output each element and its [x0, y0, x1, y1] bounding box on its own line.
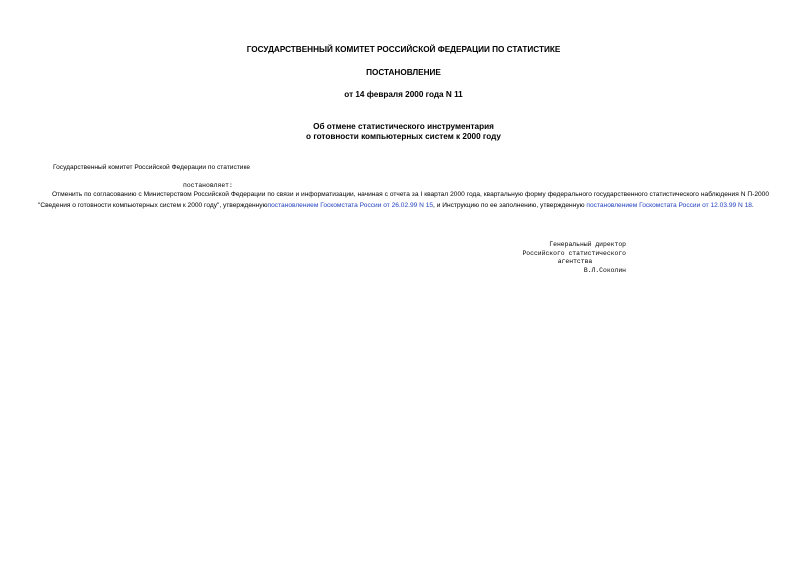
agency-heading: ГОСУДАРСТВЕННЫЙ КОМИТЕТ РОССИЙСКОЙ ФЕДЕРАЦИИ ПО СТАТИСТИКЕ — [246, 45, 561, 54]
signature-line-2: Российского статистического — [522, 249, 626, 257]
decrees-text: постановляет: — [183, 182, 233, 189]
body-text-part-3: . — [751, 201, 754, 209]
body-text-part-2: , и Инструкцию по ее заполнению, утвержденную — [433, 201, 587, 209]
link-decree-18[interactable]: постановлением Госкомстата России от 12.03.99 N 18 — [586, 201, 752, 209]
link-decree-15[interactable]: постановлением Госкомстата России от 26.02.99 N 15 — [267, 201, 434, 209]
signature-line-4: В.Л.Соколин — [583, 266, 626, 274]
signature-block — [504, 241, 626, 275]
document-type: ПОСТАНОВЛЕНИЕ — [366, 68, 441, 77]
body-paragraph — [38, 190, 769, 211]
document-date: от 14 февраля 2000 года N 11 — [344, 90, 463, 99]
document-title-line-2: о готовности компьютерных систем к 2000 году — [306, 132, 501, 141]
signature-line-1: Генеральный директор — [549, 241, 626, 248]
body-text-part-1: Отменить по согласованию с Министерством Российской Федерации по связи и информатизации, начиная с отчета за I квартал 2000 года, квартальную форму федерального государственного статистического наблюдения N П-2000 "Сведения о готовности компьютерных систем к 2000 году", утвержденную — [38, 191, 769, 209]
issuer-text: Государственный комитет Российской Федерации по статистике — [53, 164, 251, 171]
document-title-line-1: Об отмене статистического инструментария — [313, 122, 494, 131]
signature-line-3: агентства — [557, 258, 593, 265]
